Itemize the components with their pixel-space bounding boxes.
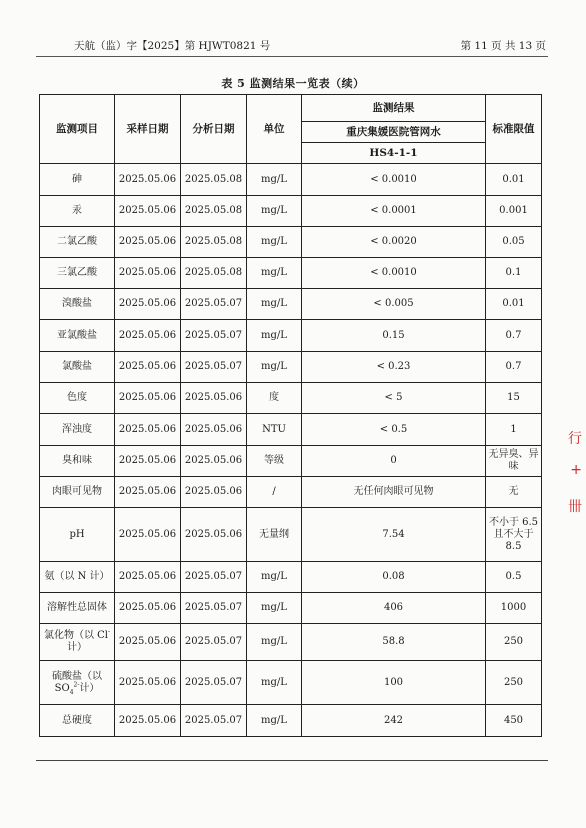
table-row xyxy=(40,661,542,705)
table-row xyxy=(40,705,542,737)
cell-result: 58.8 xyxy=(302,624,486,661)
table-row xyxy=(40,446,542,477)
cell-sample-date: 2025.05.06 xyxy=(115,477,181,508)
cell-result: 100 xyxy=(302,661,486,705)
cell-limit: 无 xyxy=(486,477,542,508)
cell-limit: 250 xyxy=(486,624,542,661)
cell-item-subscript: 4 xyxy=(69,688,74,696)
table-row xyxy=(40,164,542,196)
cell-result: 242 xyxy=(302,705,486,737)
cell-limit: 0.7 xyxy=(486,320,542,352)
header-result: 监测结果 xyxy=(302,95,486,122)
header-site-code: HS4-1-1 xyxy=(302,143,486,164)
table-row xyxy=(40,477,542,508)
cell-analysis-date: 2025.05.07 xyxy=(181,661,247,705)
cell-item: 肉眼可见物 xyxy=(40,477,115,508)
table-row xyxy=(40,258,542,289)
cell-limit: 15 xyxy=(486,383,542,414)
cell-item: 浑浊度 xyxy=(40,414,115,446)
table-row xyxy=(40,414,542,446)
cell-result: < 0.0001 xyxy=(302,196,486,227)
margin-mark: 行 xyxy=(568,431,582,447)
footer-rule xyxy=(36,760,548,761)
cell-analysis-date: 2025.05.06 xyxy=(181,508,247,562)
page-indicator: 第 11 页 共 13 页 xyxy=(460,40,546,52)
cell-result: < 0.0010 xyxy=(302,164,486,196)
cell-sample-date: 2025.05.06 xyxy=(115,446,181,477)
cell-result: 无任何肉眼可见物 xyxy=(302,477,486,508)
cell-unit: mg/L xyxy=(247,320,302,352)
cell-result: 406 xyxy=(302,593,486,624)
cell-unit: mg/L xyxy=(247,258,302,289)
header-analysis-date: 分析日期 xyxy=(181,95,247,164)
cell-analysis-date: 2025.05.07 xyxy=(181,624,247,661)
cell-limit: 450 xyxy=(486,705,542,737)
cell-unit: mg/L xyxy=(247,352,302,383)
header-sample-date: 采样日期 xyxy=(115,95,181,164)
cell-item: 溴酸盐 xyxy=(40,289,115,320)
cell-sample-date: 2025.05.06 xyxy=(115,624,181,661)
cell-unit: mg/L xyxy=(247,289,302,320)
cell-item: 氯酸盐 xyxy=(40,352,115,383)
cell-item xyxy=(40,661,115,705)
cell-item: 砷 xyxy=(40,164,115,196)
table-row xyxy=(40,196,542,227)
cell-sample-date: 2025.05.06 xyxy=(115,508,181,562)
cell-sample-date: 2025.05.06 xyxy=(115,289,181,320)
header-site-name: 重庆集媛医院管网水 xyxy=(302,122,486,143)
header-rule xyxy=(36,56,548,57)
cell-limit: 0.05 xyxy=(486,227,542,258)
cell-analysis-date: 2025.05.07 xyxy=(181,352,247,383)
cell-limit: 0.7 xyxy=(486,352,542,383)
cell-analysis-date: 2025.05.08 xyxy=(181,164,247,196)
cell-limit: 250 xyxy=(486,661,542,705)
cell-sample-date: 2025.05.06 xyxy=(115,593,181,624)
margin-mark: 卌 xyxy=(568,499,582,515)
cell-result: < 0.0010 xyxy=(302,258,486,289)
cell-sample-date: 2025.05.06 xyxy=(115,164,181,196)
cell-item-text: 计） xyxy=(67,642,87,653)
cell-item-text: 硫酸盐（以 SO xyxy=(52,670,102,694)
cell-result: 0.15 xyxy=(302,320,486,352)
cell-analysis-date: 2025.05.07 xyxy=(181,705,247,737)
cell-limit: 0.5 xyxy=(486,562,542,593)
cell-sample-date: 2025.05.06 xyxy=(115,258,181,289)
cell-limit: 0.001 xyxy=(486,196,542,227)
cell-item: pH xyxy=(40,508,115,562)
cell-limit: 无异臭、异味 xyxy=(486,446,542,477)
cell-item-text: 计） xyxy=(79,682,100,694)
cell-result: 0.08 xyxy=(302,562,486,593)
cell-analysis-date: 2025.05.07 xyxy=(181,593,247,624)
table-row xyxy=(40,562,542,593)
cell-sample-date: 2025.05.06 xyxy=(115,196,181,227)
cell-result: < 0.005 xyxy=(302,289,486,320)
table-row xyxy=(40,508,542,562)
cell-item: 总硬度 xyxy=(40,705,115,737)
cell-item: 二氯乙酸 xyxy=(40,227,115,258)
cell-unit: mg/L xyxy=(247,196,302,227)
header-limit: 标准限值 xyxy=(486,95,542,164)
cell-sample-date: 2025.05.06 xyxy=(115,661,181,705)
cell-item: 氨（以 N 计） xyxy=(40,562,115,593)
cell-result: < 0.23 xyxy=(302,352,486,383)
cell-unit: mg/L xyxy=(247,661,302,705)
cell-item-superscript: 2- xyxy=(73,681,80,689)
cell-unit: mg/L xyxy=(247,164,302,196)
cell-analysis-date: 2025.05.06 xyxy=(181,446,247,477)
cell-analysis-date: 2025.05.07 xyxy=(181,562,247,593)
cell-sample-date: 2025.05.06 xyxy=(115,383,181,414)
cell-item: 臭和味 xyxy=(40,446,115,477)
cell-result: 7.54 xyxy=(302,508,486,562)
table-row xyxy=(40,352,542,383)
table-row xyxy=(40,227,542,258)
cell-item-superscript: - xyxy=(108,628,111,636)
table-row xyxy=(40,593,542,624)
cell-analysis-date: 2025.05.08 xyxy=(181,196,247,227)
cell-sample-date: 2025.05.06 xyxy=(115,227,181,258)
margin-mark: + xyxy=(570,462,582,478)
cell-sample-date: 2025.05.06 xyxy=(115,414,181,446)
cell-unit: mg/L xyxy=(247,624,302,661)
cell-analysis-date: 2025.05.06 xyxy=(181,414,247,446)
cell-sample-date: 2025.05.06 xyxy=(115,705,181,737)
cell-result: < 0.0020 xyxy=(302,227,486,258)
cell-limit: 0.1 xyxy=(486,258,542,289)
cell-analysis-date: 2025.05.07 xyxy=(181,320,247,352)
document-number: 天航（监）字【2025】第 HJWT0821 号 xyxy=(74,40,271,52)
table-body xyxy=(40,164,542,737)
cell-unit: mg/L xyxy=(247,705,302,737)
cell-unit: NTU xyxy=(247,414,302,446)
cell-unit: mg/L xyxy=(247,227,302,258)
cell-unit: mg/L xyxy=(247,593,302,624)
cell-limit: 不小于 6.5 且不大于 8.5 xyxy=(486,508,542,562)
cell-analysis-date: 2025.05.08 xyxy=(181,258,247,289)
header-item: 监测项目 xyxy=(40,95,115,164)
cell-item xyxy=(40,624,115,661)
cell-unit: mg/L xyxy=(247,562,302,593)
cell-sample-date: 2025.05.06 xyxy=(115,320,181,352)
cell-limit: 0.01 xyxy=(486,289,542,320)
table-row xyxy=(40,624,542,661)
cell-unit: 度 xyxy=(247,383,302,414)
monitoring-results-table xyxy=(39,94,542,737)
cell-result: 0 xyxy=(302,446,486,477)
cell-analysis-date: 2025.05.07 xyxy=(181,289,247,320)
cell-analysis-date: 2025.05.06 xyxy=(181,477,247,508)
cell-result: < 5 xyxy=(302,383,486,414)
table-row xyxy=(40,320,542,352)
cell-item: 汞 xyxy=(40,196,115,227)
cell-unit: 无量纲 xyxy=(247,508,302,562)
cell-limit: 1000 xyxy=(486,593,542,624)
cell-unit: 等级 xyxy=(247,446,302,477)
table-caption: 表 5 监测结果一览表（续） xyxy=(221,77,365,90)
cell-item: 色度 xyxy=(40,383,115,414)
cell-item: 三氯乙酸 xyxy=(40,258,115,289)
cell-item-text: 氯化物（以 Cl xyxy=(43,630,108,641)
table-row xyxy=(40,289,542,320)
cell-limit: 0.01 xyxy=(486,164,542,196)
table-row xyxy=(40,383,542,414)
cell-sample-date: 2025.05.06 xyxy=(115,352,181,383)
cell-result: < 0.5 xyxy=(302,414,486,446)
cell-analysis-date: 2025.05.06 xyxy=(181,383,247,414)
cell-item: 亚氯酸盐 xyxy=(40,320,115,352)
cell-item: 溶解性总固体 xyxy=(40,593,115,624)
cell-limit: 1 xyxy=(486,414,542,446)
cell-sample-date: 2025.05.06 xyxy=(115,562,181,593)
cell-unit: / xyxy=(247,477,302,508)
cell-analysis-date: 2025.05.08 xyxy=(181,227,247,258)
header-unit: 单位 xyxy=(247,95,302,164)
